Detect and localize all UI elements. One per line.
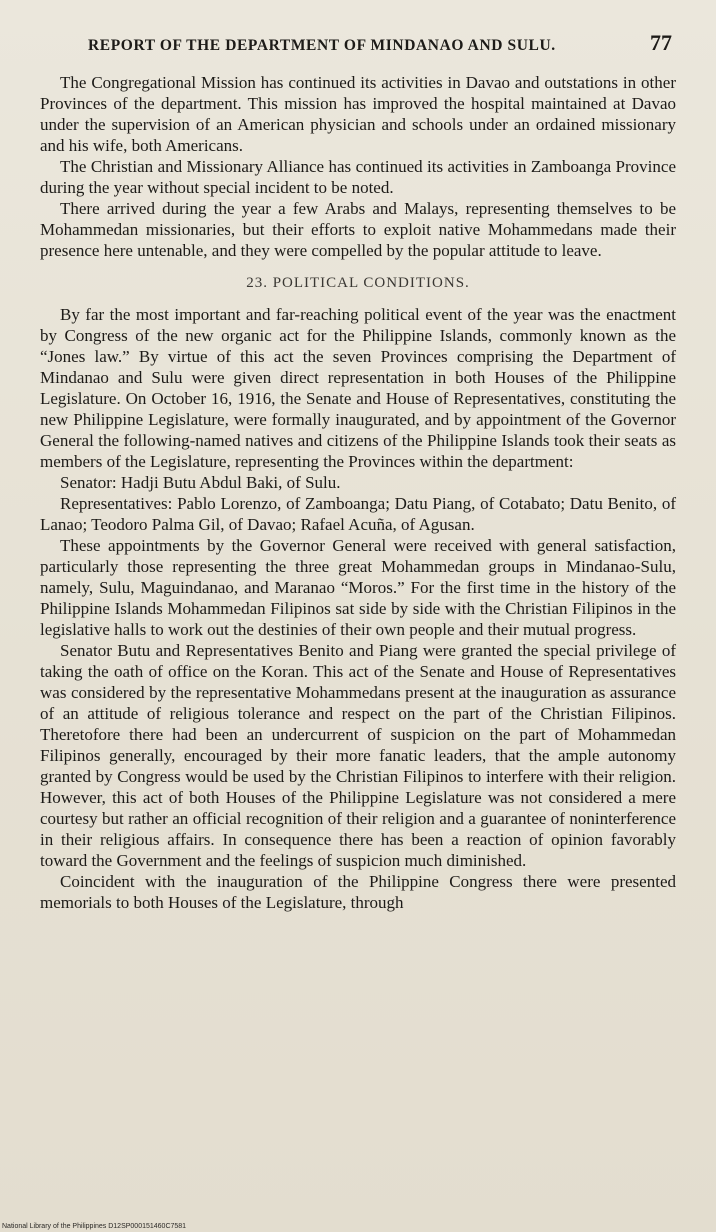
representatives-line: Representatives: Pablo Lorenzo, of Zamboanga; Datu Piang, of Cotabato; Datu Benito, of Lanao; Teodoro Palma Gil, of Davao; Rafael Acuña, of Agusan. [40,494,676,534]
page-number: 77 [650,30,672,55]
paragraph-arab-malay-missionaries: There arrived during the year a few Arabs and Malays, representing themselves to be Mohammedan missionaries, but their efforts to exploit native Mohammedans made their presence here untenable, and they were compelled by the popular attitude to leave. [40,199,676,260]
paragraph-memorials: Coincident with the inauguration of the Philippine Congress there were presented memorials to both Houses of the Legislature, through [40,872,676,912]
paragraph-appointments: These appointments by the Governor General were received with general satisfaction, particularly those representing the three great Mohammedan groups in Mindanao-Sulu, namely, Sulu, Maguindanao, and Maranao “Moros.” For the first time in the history of the Philippine Islands Mohammedan Filipinos sat side by side with the Christian Filipinos in the legislative halls to work out the destinies of their own people and their mutual progress. [40,536,676,639]
running-title: REPORT OF THE DEPARTMENT OF MINDANAO AND SULU. [88,37,556,54]
paragraph-missionary-alliance: The Christian and Missionary Alliance has continued its activities in Zamboanga Province during the year without special incident to be noted. [40,157,676,197]
paragraph-congregational-mission: The Congregational Mission has continued its activities in Davao and outstations in other Provinces of the department. This mission has improved the hospital maintained at Davao under the supervision of an American physician and schools under an ordained missionary and his wife, both Americans. [40,73,676,155]
paragraph-jones-law: By far the most important and far-reaching political event of the year was the enactment by Congress of the new organic act for the Philippine Islands, commonly known as the “Jones law.” By virtue of this act the seven Provinces comprising the Department of Mindanao and Sulu were given direct representation in both Houses of the Philippine Legislature. On October 16, 1916, the Senate and House of Representatives, constituting the new Philippine Legislature, were formally inaugurated, and by appointment of the Governor General the following-named natives and citizens of the Philippine Islands took their seats as members of the Legislature, representing the Provinces within the department: [40,305,676,471]
section-heading: 23. POLITICAL CONDITIONS. [246,275,470,291]
library-credit: National Library of the Philippines D12SP000151460C7581 [2,1223,187,1230]
running-head [40,30,676,56]
paragraph-koran-oath: Senator Butu and Representatives Benito and Piang were granted the special privilege of taking the oath of office on the Koran. This act of the Senate and House of Representatives was considered by the representative Mohammedans present at the inauguration as assurance of an attitude of religious tolerance and respect on the part of the Christian Filipinos. Theretofore there had been an undercurrent of suspicion on the part of Mohammedan Filipinos generally, encouraged by their more fanatic leaders, that the ample autonomy granted by Congress would be used by the Christian Filipinos to interfere with their religion. However, this act of both Houses of the Philippine Legislature was not considered a mere courtesy but rather an official recognition of their religion and a guarantee of noninterference in their religious affairs. In consequence there has been a reaction of opinion favorably toward the Government and the feelings of suspicion much diminished. [40,641,676,870]
senator-line: Senator: Hadji Butu Abdul Baki, of Sulu. [60,473,341,492]
body-text [40,72,676,913]
